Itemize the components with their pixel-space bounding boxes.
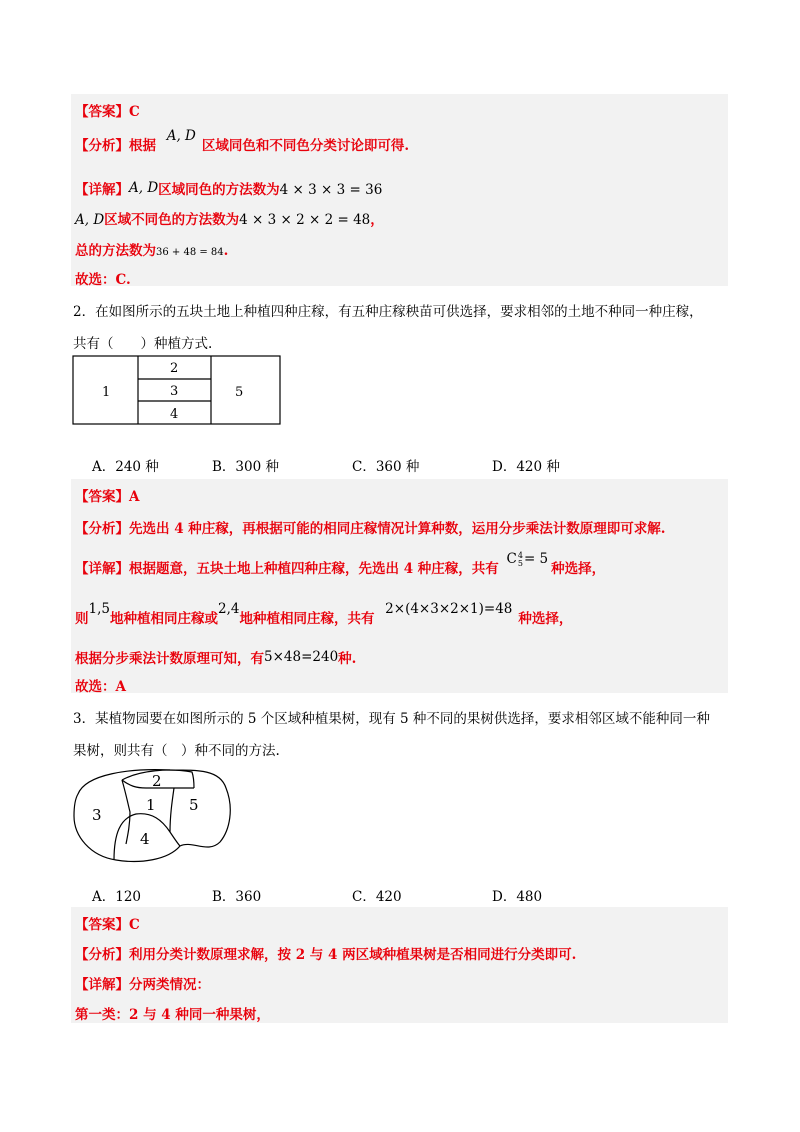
orchard-label-5: 5 (189, 796, 199, 814)
q2-option-c: C．360 种 (352, 459, 420, 475)
orchard-label-1: 1 (146, 796, 156, 814)
detail-math-1: A, D (129, 180, 159, 196)
detail-text-1-end: 种选择， (551, 561, 606, 577)
answer-label: 【答案】 (75, 489, 129, 505)
line2-end: 种选择， (518, 611, 573, 627)
q3-orchard-diagram (70, 764, 240, 866)
detail-line (75, 973, 210, 993)
line3-pre: 根据分步乘法计数原理可知，有 (75, 651, 264, 667)
choice-line: 故选：A (75, 679, 126, 695)
q3-option-d: D．480 (492, 889, 543, 905)
line3-formula: 5×48=240 (264, 649, 339, 665)
answer-value: C (129, 104, 140, 120)
comb-scripts (518, 552, 523, 568)
choice-line: 故选：C. (75, 272, 131, 288)
analysis-text: 先选出 4 种庄稼，再根据可能的相同庄稼情况计算种数，运用分步乘法计数原理即可求解. (129, 521, 666, 537)
q3-option-b: B．360 (212, 889, 262, 905)
orchard-label-3: 3 (92, 806, 102, 824)
comb-eq: = 5 (523, 551, 549, 567)
total-formula: 36 + 48 = 84 (156, 247, 224, 258)
analysis-label: 【分析】 (75, 138, 129, 154)
answer-line (75, 913, 140, 933)
question-2-line-2: 共有（ ）种植方式. (73, 336, 213, 352)
detail-label: 【详解】 (75, 182, 129, 198)
plot-label-3: 3 (170, 384, 179, 399)
plot-label-1: 1 (102, 385, 111, 400)
detail-line-3 (75, 647, 356, 667)
analysis-math: A, D (166, 128, 196, 144)
line3-end: 种. (338, 651, 357, 667)
analysis-label: 【分析】 (75, 947, 129, 963)
analysis-line (75, 517, 666, 537)
detail-comma-2: ， (370, 212, 384, 228)
q3-option-a: A．120 (92, 889, 142, 905)
detail-text-2: 区域不同色的方法数为 (104, 212, 240, 228)
answer-value: C (129, 917, 140, 933)
line2-math-1: 1,5 (88, 601, 110, 617)
comb-base: C (506, 551, 517, 567)
detail-label: 【详解】 (75, 977, 129, 993)
detail-math-2: A, D (75, 212, 105, 228)
detail-line-2 (75, 208, 384, 228)
line2-math-2: 2,4 (217, 601, 240, 617)
detail-text-1: 区域同色的方法数为 (158, 182, 280, 198)
q2-land-plot-diagram (72, 355, 282, 427)
detail-text-1: 根据题意，五块土地上种植四种庄稼，先选出 4 种庄稼，共有 (129, 561, 499, 577)
solution-block-1 (71, 94, 728, 286)
plot-label-4: 4 (170, 407, 179, 422)
q2-option-a: A．240 种 (92, 459, 159, 475)
analysis-line (75, 943, 576, 963)
detail-line-2 (75, 601, 573, 627)
plot-label-5: 5 (235, 385, 244, 400)
total-line (75, 239, 228, 259)
detail-formula-1: 4 × 3 × 3 = 36 (279, 182, 383, 198)
combination (507, 551, 549, 567)
detail-formula-2: 4 × 3 × 2 × 2 = 48 (239, 212, 371, 228)
orchard-label-2: 2 (152, 772, 162, 790)
analysis-label: 【分析】 (75, 521, 129, 537)
analysis-text: 利用分类计数原理求解，按 2 与 4 两区域种植果树是否相同进行分类即可. (129, 947, 577, 963)
detail-label: 【详解】 (75, 561, 129, 577)
orchard-label-4: 4 (140, 830, 150, 848)
line2-mid-2: 地种植相同庄稼，共有 (239, 611, 375, 627)
analysis-text-end: 区域同色和不同色分类讨论即可得. (201, 138, 410, 154)
analysis-text: 根据 (129, 138, 156, 154)
solution-block-3 (71, 907, 728, 1023)
answer-line (75, 100, 140, 120)
question-3-line-1: 3．某植物园要在如图所示的 5 个区域种植果树，现有 5 种不同的果树供选择，要求相邻区域不能种同一种 (73, 711, 710, 727)
answer-line (75, 485, 139, 505)
line2-mid-1: 地种植相同庄稼或 (109, 611, 218, 627)
question-3-line-2: 果树，则共有（ ）种不同的方法. (73, 743, 280, 759)
q2-option-d: D．420 种 (492, 459, 560, 475)
detail-line-1 (75, 550, 606, 578)
line2-pre: 则 (75, 611, 89, 627)
q2-option-b: B．300 种 (212, 459, 279, 475)
line2-formula: 2×(4×3×2×1)=48 (385, 601, 513, 617)
comb-sup: 4 (517, 550, 523, 560)
answer-label: 【答案】 (75, 104, 129, 120)
plot-label-2: 2 (170, 361, 179, 376)
question-2-line-1: 2．在如图所示的五块土地上种植四种庄稼，有五种庄稼秧苗可供选择，要求相邻的土地不种同一种庄稼， (73, 304, 703, 320)
comb-sub: 5 (517, 558, 523, 568)
total-end: . (223, 243, 229, 259)
answer-label: 【答案】 (75, 917, 129, 933)
detail-text: 分两类情况： (129, 977, 210, 993)
analysis-line (75, 128, 410, 154)
solution-block-2 (71, 479, 728, 693)
answer-value: A (129, 489, 140, 505)
case-1-line: 第一类：2 与 4 种同一种果树， (75, 1007, 270, 1023)
total-text: 总的方法数为 (75, 243, 156, 259)
detail-line-1 (75, 178, 382, 198)
q3-option-c: C．420 (352, 889, 402, 905)
